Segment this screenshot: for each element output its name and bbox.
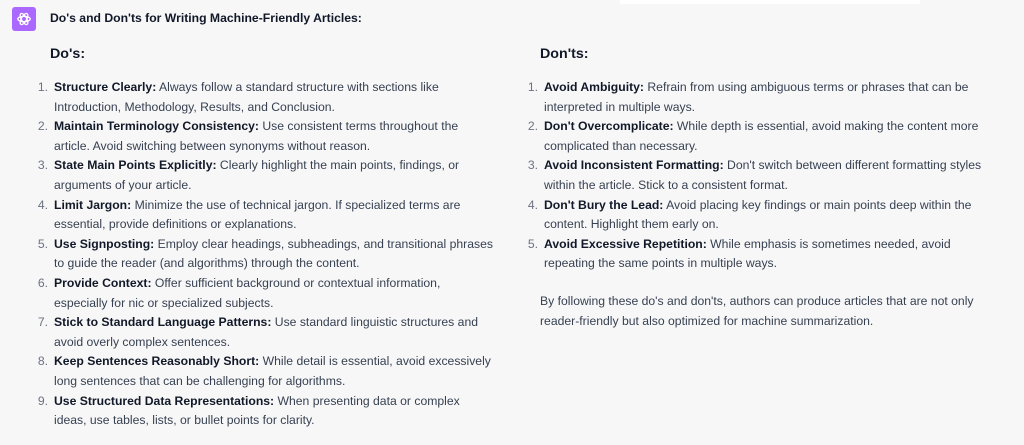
- dos-list: [37, 78, 494, 431]
- dos-column: [37, 78, 494, 431]
- dos-title: Do's:: [50, 46, 86, 62]
- top-strip: [620, 0, 920, 4]
- item-number: 1.: [37, 80, 48, 94]
- item-number: 7.: [37, 315, 48, 330]
- item-term: Use Signposting:: [54, 236, 155, 251]
- dos-item: [37, 156, 494, 195]
- item-number: 8.: [37, 354, 48, 369]
- dos-item: [37, 352, 494, 391]
- item-number: 2.: [527, 119, 538, 134]
- dos-item: [37, 274, 494, 313]
- item-term: Structure Clearly:: [54, 80, 157, 94]
- item-number: 4.: [527, 197, 538, 212]
- dos-item: [37, 78, 494, 117]
- item-text: Employ clear headings, subheadings, and transitional phrases to guide the reader (and algorithms) through the content.: [54, 236, 493, 271]
- item-text: Use standard linguistic structures and avoid overly complex sentences.: [54, 315, 479, 349]
- item-number: 5.: [527, 236, 538, 251]
- item-text: When presenting data or complex ideas, use tables, lists, or bullet points for clarity.: [54, 393, 460, 428]
- item-number: 5.: [37, 236, 48, 251]
- dos-item: [37, 117, 494, 156]
- item-term: Stick to Standard Language Patterns:: [54, 315, 272, 330]
- donts-list: [527, 78, 994, 274]
- item-number: 3.: [527, 158, 538, 173]
- item-term: Avoid Inconsistent Formatting:: [544, 158, 724, 173]
- donts-column: [527, 78, 994, 331]
- item-text: Minimize the use of technical jargon. If specialized terms are essential, provide definitions or explanations.: [54, 197, 461, 232]
- item-term: Avoid Excessive Repetition:: [544, 236, 707, 251]
- item-text: While detail is essential, avoid excessively long sentences that can be challenging for algorithms.: [54, 354, 491, 388]
- donts-item: [527, 156, 994, 195]
- closing-paragraph: By following these do's and don'ts, authors can produce articles that are not only reader-friendly but also optimized for machine summarization.: [540, 293, 974, 328]
- item-number: 2.: [37, 119, 48, 134]
- item-term: Use Structured Data Representations:: [54, 393, 275, 408]
- dos-item: [37, 392, 494, 431]
- donts-item: [527, 196, 994, 235]
- item-number: 6.: [37, 275, 48, 290]
- item-term: Provide Context:: [54, 275, 152, 290]
- item-text: Avoid placing key findings or main points deep within the content. Highlight them early on.: [544, 197, 972, 232]
- item-term: Don't Bury the Lead:: [544, 197, 664, 212]
- item-number: 9.: [37, 393, 48, 408]
- item-term: Limit Jargon:: [54, 197, 132, 212]
- dos-item: [37, 313, 494, 352]
- item-text: While depth is essential, avoid making the content more complicated than necessary.: [544, 119, 979, 153]
- item-text: Don't switch between different formatting styles within the article. Stick to a consistent format.: [544, 158, 982, 192]
- item-term: Avoid Ambiguity:: [544, 80, 644, 94]
- item-term: Keep Sentences Reasonably Short:: [54, 354, 260, 369]
- donts-item: [527, 117, 994, 156]
- item-text: Offer sufficient background or contextual information, especially for nic or specialized subjects.: [54, 275, 441, 310]
- openai-logo-icon: [16, 11, 32, 27]
- item-text: Clearly highlight the main points, findings, or arguments of your article.: [54, 158, 460, 192]
- item-number: 1.: [527, 80, 538, 94]
- item-number: 3.: [37, 158, 48, 173]
- item-term: State Main Points Explicitly:: [54, 158, 217, 173]
- item-text: Refrain from using ambiguous terms or phrases that can be interpreted in multiple ways.: [544, 80, 969, 114]
- item-text: Use consistent terms throughout the article. Avoid switching between synonyms without reason.: [54, 119, 459, 153]
- assistant-avatar: [12, 7, 36, 31]
- dos-item: [37, 196, 494, 235]
- item-term: Don't Overcomplicate:: [544, 119, 674, 134]
- response-heading: Do's and Don'ts for Writing Machine-Friendly Articles:: [50, 11, 362, 25]
- donts-item: [527, 235, 994, 274]
- item-term: Maintain Terminology Consistency:: [54, 119, 259, 134]
- dos-item: [37, 235, 494, 274]
- donts-item: [527, 78, 994, 117]
- item-text: While emphasis is sometimes needed, avoid repeating the same points in multiple ways.: [544, 236, 951, 271]
- donts-title: Don'ts:: [540, 46, 589, 62]
- item-number: 4.: [37, 197, 48, 212]
- item-text: Always follow a standard structure with sections like Introduction, Methodology, Results, and Conclusion.: [54, 80, 439, 114]
